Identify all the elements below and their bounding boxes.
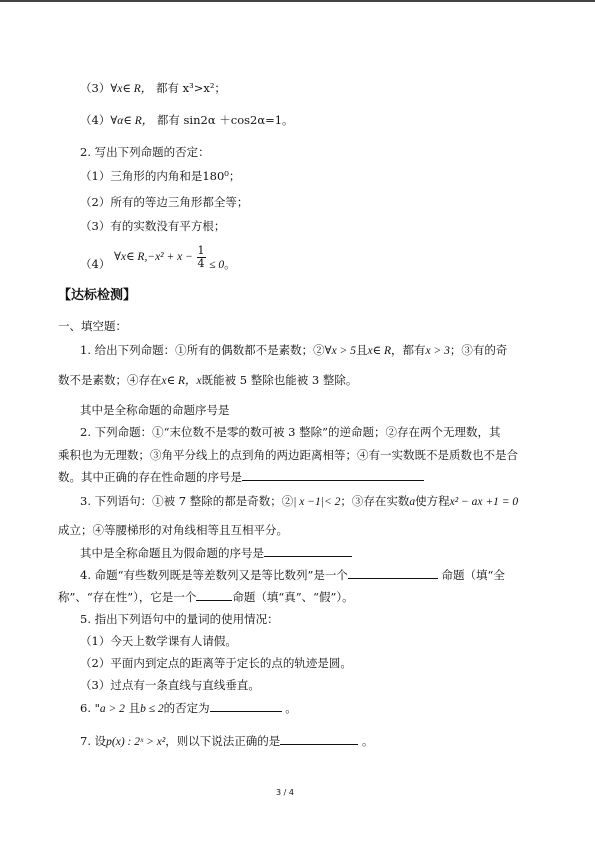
example-item-3: （3）∀x∈ R， 都有 x³>x²； — [80, 81, 226, 95]
fraction-one-quarter: $\frac{1}{4}$ — [197, 243, 205, 270]
problem-3-line-2: 成立；④等腰梯形的对角线相等且互相平分。 — [58, 523, 288, 537]
answer-blank[interactable] — [196, 589, 232, 601]
answer-blank[interactable] — [242, 469, 424, 481]
problem-5-item-2: （2）平面内到定点的距离等于定长的点的轨迹是圆。 — [80, 656, 352, 670]
problem-5-title: 5. 指出下列语句中的量词的使用情况： — [80, 612, 279, 626]
problem-2-line-1: 2. 下列命题：①“末位数不是零的数可被 3 整除”的逆命题；②存在两个无理数，其 — [80, 425, 501, 439]
answer-blank[interactable] — [280, 733, 358, 745]
answer-blank[interactable] — [264, 545, 352, 557]
problem-3-line-3: 其中是全称命题且为假命题的序号是 — [80, 545, 352, 561]
q2-item-2: （2）所有的等边三角形都全等； — [80, 195, 249, 209]
problem-1-line-2: 数不是素数；④存在x∈ R，x既能被 5 整除也能被 3 整除。 — [58, 373, 358, 387]
problem-1-line-3: 其中是全称命题的命题序号是 — [80, 403, 230, 417]
problem-6: 6. "a > 2 且b ≤ 2的否定为 。 — [80, 701, 297, 715]
page-top-rule — [0, 0, 595, 2]
problem-5-item-3: （3）过点有一条直线与直线垂直。 — [80, 678, 260, 692]
section-subheading: 一、填空题： — [58, 319, 127, 333]
problem-3-line-1: 3. 下列语句：①被 7 整除的都是奇数；②| x −1|< 2；③存在实数a使方程x² − ax +1 = 0 — [80, 494, 519, 508]
section-heading: 【达标检测】 — [58, 288, 137, 303]
q2-title: 2. 写出下列命题的否定： — [80, 145, 210, 159]
problem-1-line-1: 1. 给出下列命题：①所有的偶数都不是素数；②∀x > 5且x∈ R，都有x > 3；③有的奇 — [80, 343, 508, 357]
problem-4-line-1: 4. 命题“有些数列既是等差数列又是等比数列”是一个 命题（填“全 — [80, 568, 505, 582]
q2-item-4: （4） ∀x∈ R,−x² + x − $\frac{1}{4}$ ≤ 0。 — [80, 243, 236, 271]
q2-item-3: （3）有的实数没有平方根； — [80, 219, 226, 233]
problem-5-item-1: （1）今天上数学课有人请假。 — [80, 634, 237, 648]
problem-2-line-3: 数。其中正确的存在性命题的序号是 — [58, 469, 424, 485]
problem-7: 7. 设p(x) : 2ˣ > x²，则以下说法正确的是 。 — [80, 734, 374, 748]
answer-blank[interactable] — [348, 567, 438, 579]
problem-2-line-2: 乘积也为无理数；③角平分线上的点到角的两边距离相等；④有一实数既不是质数也不是合 — [58, 448, 518, 462]
example-item-4: （4）∀α∈ R， 都有 sin2α ＋cos2α=1。 — [80, 113, 294, 127]
q2-item-1: （1）三角形的内角和是180⁰； — [80, 169, 241, 183]
page-number: 3 / 4 — [276, 788, 294, 797]
problem-4-line-2: 称”、“存在性”），它是一个 命题（填“真”、“假”）。 — [58, 590, 354, 604]
answer-blank[interactable] — [210, 700, 282, 712]
